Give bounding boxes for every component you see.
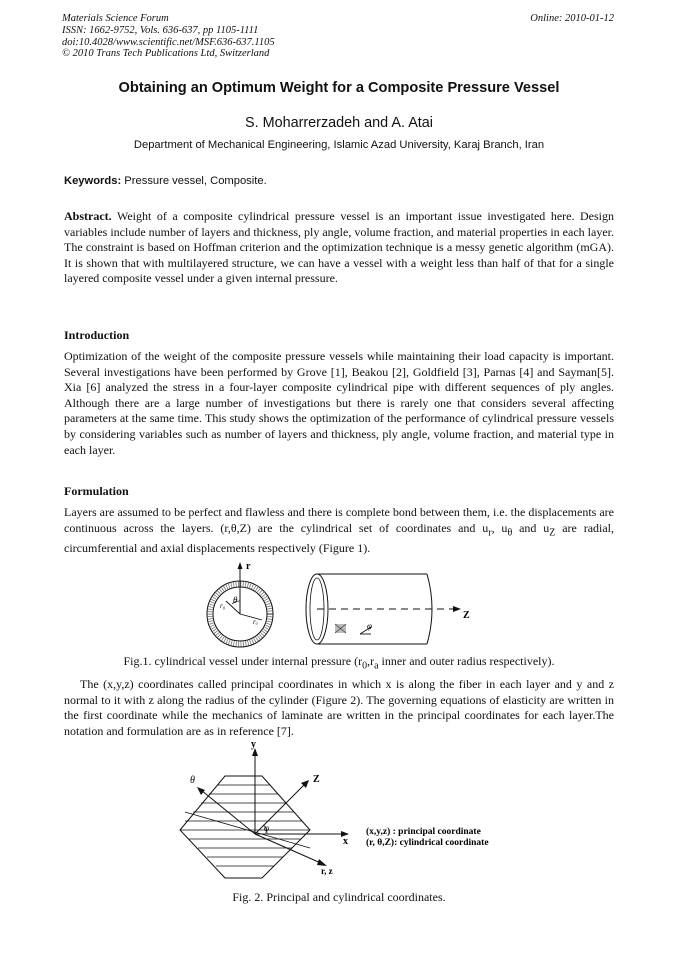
journal-name: Materials Science Forum: [62, 13, 169, 24]
fig1-label-r: r: [246, 561, 251, 572]
fig2-label-rz: r, z: [321, 866, 333, 876]
fig1-label-theta: θ: [233, 595, 238, 605]
keywords-label: Keywords:: [64, 175, 122, 187]
fig2-label-y: y: [251, 739, 256, 750]
fig1-label-phi: φ: [367, 621, 372, 631]
introduction-heading: Introduction: [64, 328, 130, 342]
figure-2-caption: Fig. 2. Principal and cylindrical coordinates.: [232, 890, 446, 904]
keywords-text: Pressure vessel, Composite.: [121, 175, 267, 187]
fig1-label-r0: r₀: [220, 602, 226, 610]
formulation-heading: Formulation: [64, 484, 129, 498]
fig2-label-phi: φ: [264, 823, 269, 833]
author-affiliation: Department of Mechanical Engineering, Islamic Azad University, Karaj Branch, Iran: [133, 139, 545, 151]
abstract-label: Abstract.: [64, 209, 112, 223]
cross-section: [207, 562, 273, 647]
formulation-paragraph-2: The (x,y,z) coordinates called principal coordinates in which x is along the fiber in each layer and y and z normal to it with z along the radius of the cylinder (Figure 2). The governing equations of elasticity are written in the first coordinate while the mechanics of laminate are written in the principal coordinates for each layer.The notation and formulation are as in reference [7].: [64, 677, 614, 738]
introduction-text: Optimization of the weight of the composite pressure vessels while maintaining their load capacity is important. Several investigations have been performed by Grove [1], Beakou [2], Goldfield [3], Parnas [4] and Sayman[5]. Xia [6] analyzed the stress in a four-layer composite cylindrical pipe with different sequences of ply angles. Although there are a large number of investigations but there is rarely one that considers several affecting parameters at the same time. This study shows the optimization of the performance of cylindrical pressure vessels by considering variables such as number of layers and thickness, ply angle, volume fraction, and material type in each layer.: [64, 349, 614, 457]
online-date: Online: 2010-01-12: [530, 13, 614, 24]
fig2-label-x: x: [343, 836, 348, 847]
journal-header: [62, 13, 275, 60]
abstract-text: Weight of a composite cylindrical pressure vessel is an important issue investigated here. Design variables include number of layers and thickness, ply angle, volume fraction, and material properties in each layer. The constraint is based on Hoffman criterion and the optimization technique is a messy genetic algorithm (mGA). It is shown that with multilayered structure, we can have a vessel with a weight less than half of that for a single layered composite vessel under a given internal pressure.: [64, 209, 614, 286]
figure-1-caption: Fig.1. cylindrical vessel under internal pressure ($r_0,r_a$ inner and outer radius respectively).: [123, 654, 555, 672]
figure-2-coordinate-diagram: [175, 738, 525, 880]
fig2-legend-cylindrical: (r, θ,Z): cylindrical coordinate: [366, 838, 489, 848]
formulation-paragraph-1: Layers are assumed to be perfect and flawless and there is complete bond between them, i.e. the displacements are continuous across the layers. (r,θ,Z) are the cylindrical set of coordinates and $u_r$, $u_\theta$ and $u_Z$ are radial, circumferential and axial displacements respectively (Figure 1).: [64, 505, 615, 555]
fig2-label-theta: θ: [190, 775, 195, 786]
abstract: [64, 209, 614, 287]
cylinder-side-view: [306, 574, 461, 644]
fig1-label-z: Z: [463, 610, 470, 621]
doi-line[interactable]: doi:10.4028/www.scientific.net/MSF.636-637.1105: [62, 36, 275, 48]
paper-title: Obtaining an Optimum Weight for a Composite Pressure Vessel: [118, 80, 560, 96]
figure-1-cylinder-diagram: [195, 557, 485, 652]
fig2-label-z: Z: [313, 774, 320, 785]
paper-authors: S. Moharrerzadeh and A. Atai: [245, 115, 433, 131]
fig2-legend-principal: (x,y,z) : principal coordinate: [366, 827, 481, 837]
issn-line: ISSN: 1662-9752, Vols. 636-637, pp 1105-1111: [62, 24, 259, 36]
keywords: [64, 175, 267, 187]
copyright-line: © 2010 Trans Tech Publications Ltd, Switzerland: [62, 48, 270, 60]
fig1-label-ra: rₐ: [253, 618, 258, 626]
